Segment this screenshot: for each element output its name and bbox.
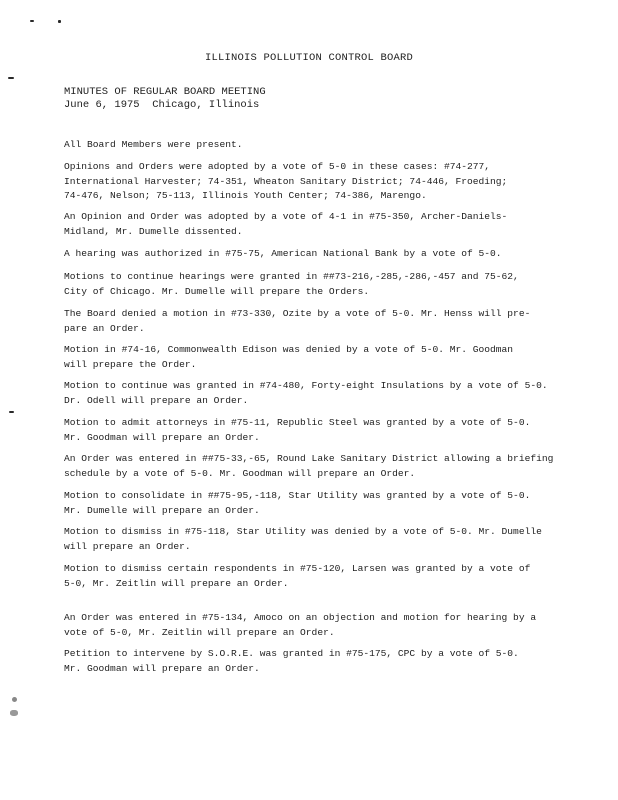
paragraph-sore-cpc: Petition to intervene by S.O.R.E. was granted in #75-175, CPC by a vote of 5-0. Mr. Goodman will prepare an Order. [64,648,519,674]
meeting-title: MINUTES OF REGULAR BOARD MEETING [64,86,266,98]
paragraph-hearing-authorized: A hearing was authorized in #75-75, American National Bank by a vote of 5-0. [64,248,502,259]
paragraph-republic-steel: Motion to admit attorneys in #75-11, Republic Steel was granted by a vote of 5-0. Mr. Goodman will prepare an Order. [64,417,531,443]
board-title: ILLINOIS POLLUTION CONTROL BOARD [204,52,414,64]
paragraph-ozite: The Board denied a motion in #73-330, Ozite by a vote of 5-0. Mr. Henss will pre- pare an Order. [64,308,531,334]
scan-mark-top-left [30,20,34,22]
paragraph-archer-daniels: An Opinion and Order was adopted by a vote of 4-1 in #75-350, Archer-Daniels- Midland, Mr. Dumelle dissented. [64,211,508,237]
scan-mark-bottom-left [12,697,17,702]
meeting-date-location: June 6, 1975 Chicago, Illinois [64,99,260,111]
paragraph-star-utility-consolidate: Motion to consolidate in ##75-95,-118, Star Utility was granted by a vote of 5-0. Mr. Dumelle will prepare an Order. [64,490,531,516]
scan-mark-left-margin [8,77,14,79]
paragraph-forty-eight-insulations: Motion to continue was granted in #74-480, Forty-eight Insulations by a vote of 5-0. Dr. Odell will prepare an Order. [64,380,548,406]
paragraph-opinions-adopted: Opinions and Orders were adopted by a vote of 5-0 in these cases: #74-277, International Harvester; 74-351, Wheaton Sanitary District; 74-446, Froeding; 74-476, Nelson; 75-113, Illinois Youth Center; 74-386, Marengo. [64,161,508,201]
paragraph-continue-hearings: Motions to continue hearings were granted in ##73-216,-285,-286,-457 and 75-62, City of Chicago. Mr. Dumelle will prepare the Orders. [64,271,519,297]
meeting-header [64,86,266,112]
paragraph-attendance: All Board Members were present. [64,139,243,150]
scan-mark-left-margin-2 [9,411,14,413]
paragraph-larsen: Motion to dismiss certain respondents in #75-120, Larsen was granted by a vote of 5-0, Mr. Zeitlin will prepare an Order. [64,563,531,589]
paragraph-round-lake: An Order was entered in ##75-33,-65, Round Lake Sanitary District allowing a briefing schedule by a vote of 5-0. Mr. Goodman will prepare an Order. [64,453,554,479]
scan-mark-top [58,20,61,23]
paragraph-amoco: An Order was entered in #75-134, Amoco on an objection and motion for hearing by a vote of 5-0, Mr. Zeitlin will prepare an Order. [64,612,537,638]
paragraph-commonwealth-edison: Motion in #74-16, Commonwealth Edison was denied by a vote of 5-0. Mr. Goodman will prepare the Order. [64,344,514,370]
scan-mark-bottom-left-2 [10,710,18,716]
paragraph-star-utility-dismiss: Motion to dismiss in #75-118, Star Utility was denied by a vote of 5-0. Mr. Dumelle will prepare an Order. [64,526,542,552]
